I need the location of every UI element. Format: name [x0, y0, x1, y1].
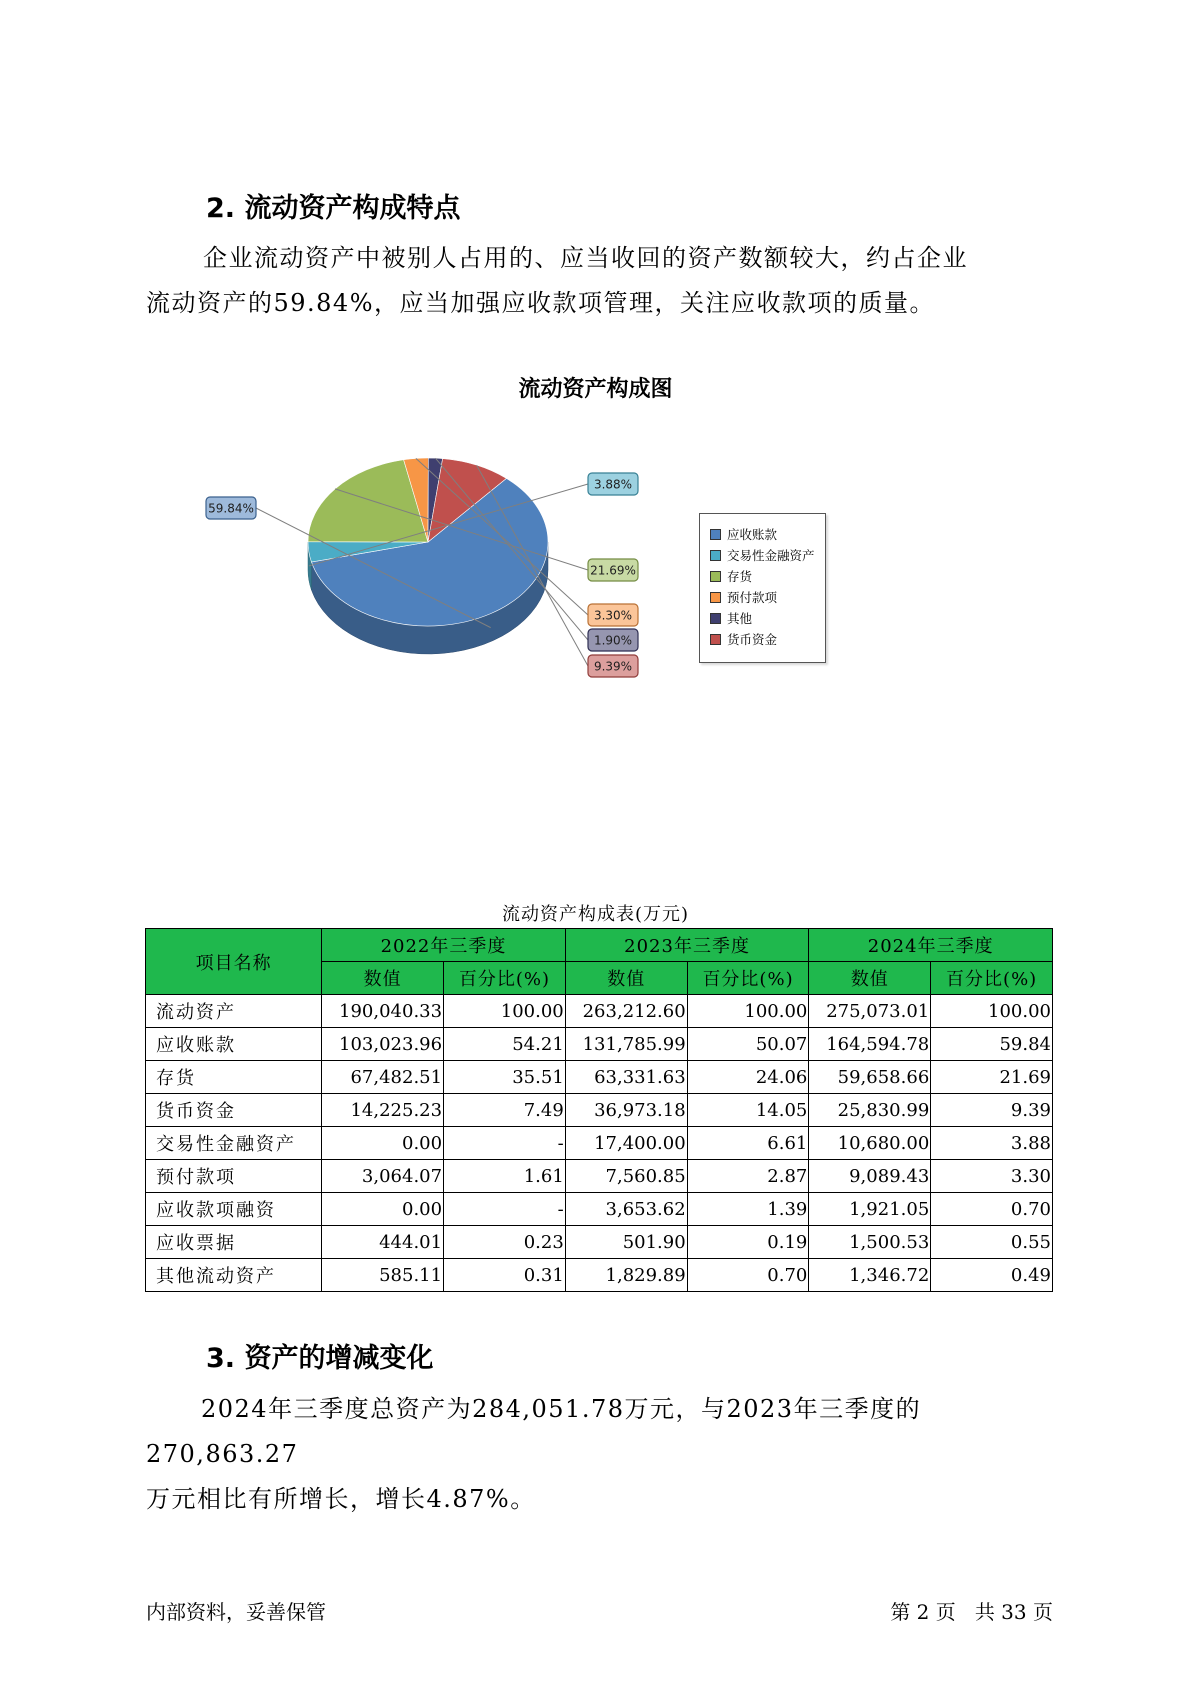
cell-percent: 0.55 — [931, 1226, 1053, 1259]
legend-label: 预付款项 — [727, 590, 778, 605]
header-period-2024: 2024年三季度 — [809, 929, 1053, 962]
section-2-paragraph-line2: 流动资产的59.84%，应当加强应收款项管理，关注应收款项的质量。 — [146, 289, 936, 317]
legend-label: 应收账款 — [727, 527, 778, 542]
cell-value: 3,653.62 — [565, 1193, 687, 1226]
cell-percent: 0.31 — [444, 1259, 566, 1292]
cell-value: 25,830.99 — [809, 1094, 931, 1127]
cell-value: 263,212.60 — [565, 995, 687, 1028]
cell-value: 17,400.00 — [565, 1127, 687, 1160]
cell-value: 585.11 — [322, 1259, 444, 1292]
chart-legend — [699, 513, 826, 663]
legend-label: 存货 — [727, 569, 753, 584]
cell-percent: 7.49 — [444, 1094, 566, 1127]
table-row — [146, 1160, 1053, 1193]
cell-percent: 35.51 — [444, 1061, 566, 1094]
header-value-2024: 数值 — [809, 962, 931, 995]
header-period-2022: 2022年三季度 — [322, 929, 566, 962]
cell-percent: 21.69 — [931, 1061, 1053, 1094]
cell-value: 7,560.85 — [565, 1160, 687, 1193]
table-row — [146, 1259, 1053, 1292]
legend-swatch — [710, 550, 721, 561]
cell-value: 0.00 — [322, 1193, 444, 1226]
legend-label: 其他 — [727, 611, 753, 626]
cell-percent: 2.87 — [687, 1160, 809, 1193]
cell-value: 1,500.53 — [809, 1226, 931, 1259]
row-name: 应收账款 — [146, 1028, 322, 1061]
cell-percent: 6.61 — [687, 1127, 809, 1160]
cell-value: 9,089.43 — [809, 1160, 931, 1193]
pie-data-label: 1.90% — [593, 633, 633, 648]
cell-value: 10,680.00 — [809, 1127, 931, 1160]
cell-value: 3,064.07 — [322, 1160, 444, 1193]
legend-item — [710, 610, 752, 628]
cell-value: 14,225.23 — [322, 1094, 444, 1127]
table-row — [146, 1193, 1053, 1226]
cell-percent: 0.70 — [687, 1259, 809, 1292]
footer-page-number: 第 2 页 共 33 页 — [890, 1600, 1053, 1624]
section-3-paragraph — [146, 1387, 1061, 1522]
cell-value: 501.90 — [565, 1226, 687, 1259]
section-2-paragraph-line1: 企业流动资产中被别人占用的、应当收回的资产数额较大，约占企业 — [203, 244, 968, 272]
cell-percent: 0.49 — [931, 1259, 1053, 1292]
legend-swatch — [710, 592, 721, 603]
table-row — [146, 1127, 1053, 1160]
pie-data-label: 59.84% — [208, 501, 254, 516]
legend-swatch — [710, 529, 721, 540]
cell-percent: 3.88 — [931, 1127, 1053, 1160]
legend-swatch — [710, 634, 721, 645]
header-value-2022: 数值 — [322, 962, 444, 995]
header-value-2023: 数值 — [565, 962, 687, 995]
row-name: 其他流动资产 — [146, 1259, 322, 1292]
cell-value: 67,482.51 — [322, 1061, 444, 1094]
cell-percent: 54.21 — [444, 1028, 566, 1061]
section-2-title: 2. 流动资产构成特点 — [206, 193, 461, 224]
row-name: 应收票据 — [146, 1226, 322, 1259]
header-item-name: 项目名称 — [146, 929, 322, 995]
section-3-paragraph-line1: 2024年三季度总资产为284,051.78万元，与2023年三季度的270,863.27 — [146, 1395, 922, 1468]
cell-percent: 0.70 — [931, 1193, 1053, 1226]
pie-data-label: 9.39% — [593, 659, 633, 674]
legend-label: 交易性金融资产 — [727, 548, 815, 563]
table-row — [146, 1061, 1053, 1094]
cell-value: 0.00 — [322, 1127, 444, 1160]
cell-value: 103,023.96 — [322, 1028, 444, 1061]
cell-value: 63,331.63 — [565, 1061, 687, 1094]
cell-value: 1,921.05 — [809, 1193, 931, 1226]
cell-percent: 100.00 — [687, 995, 809, 1028]
chart-title: 流动资产构成图 — [518, 377, 673, 402]
cell-value: 444.01 — [322, 1226, 444, 1259]
cell-percent: 0.23 — [444, 1226, 566, 1259]
cell-percent: 59.84 — [931, 1028, 1053, 1061]
pie-data-label: 3.30% — [593, 608, 633, 623]
row-name: 应收款项融资 — [146, 1193, 322, 1226]
cell-percent: 50.07 — [687, 1028, 809, 1061]
cell-value: 190,040.33 — [322, 995, 444, 1028]
header-pct-2022: 百分比(%) — [444, 962, 566, 995]
table-caption: 流动资产构成表(万元) — [501, 904, 690, 925]
pie-chart — [0, 400, 1191, 700]
cell-percent: 1.61 — [444, 1160, 566, 1193]
footer-left: 内部资料，妥善保管 — [146, 1600, 326, 1624]
row-name: 存货 — [146, 1061, 322, 1094]
cell-value: 59,658.66 — [809, 1061, 931, 1094]
cell-percent: 0.19 — [687, 1226, 809, 1259]
cell-value: 1,829.89 — [565, 1259, 687, 1292]
header-period-2023: 2023年三季度 — [565, 929, 809, 962]
cell-percent: 9.39 — [931, 1094, 1053, 1127]
cell-percent: 3.30 — [931, 1160, 1053, 1193]
legend-swatch — [710, 571, 721, 582]
legend-swatch — [710, 613, 721, 624]
cell-value: 36,973.18 — [565, 1094, 687, 1127]
pie-data-label: 3.88% — [593, 477, 633, 492]
section-3-title: 3. 资产的增减变化 — [206, 1343, 434, 1374]
row-name: 交易性金融资产 — [146, 1127, 322, 1160]
cell-value: 275,073.01 — [809, 995, 931, 1028]
cell-percent: 1.39 — [687, 1193, 809, 1226]
cell-percent: 100.00 — [444, 995, 566, 1028]
legend-item — [710, 631, 777, 649]
cell-value: 164,594.78 — [809, 1028, 931, 1061]
table-row — [146, 1028, 1053, 1061]
cell-value: 131,785.99 — [565, 1028, 687, 1061]
cell-percent: 14.05 — [687, 1094, 809, 1127]
row-name: 预付款项 — [146, 1160, 322, 1193]
header-pct-2024: 百分比(%) — [931, 962, 1053, 995]
legend-item — [710, 547, 815, 565]
row-name: 流动资产 — [146, 995, 322, 1028]
table-row — [146, 1226, 1053, 1259]
cell-percent: 100.00 — [931, 995, 1053, 1028]
row-name: 货币资金 — [146, 1094, 322, 1127]
current-assets-table — [145, 928, 1053, 1292]
legend-item — [710, 568, 752, 586]
table-row — [146, 1094, 1053, 1127]
table-row — [146, 995, 1053, 1028]
pie-data-label: 21.69% — [590, 563, 636, 578]
cell-percent: - — [444, 1193, 566, 1226]
header-pct-2023: 百分比(%) — [687, 962, 809, 995]
cell-percent: - — [444, 1127, 566, 1160]
section-2-paragraph — [146, 236, 1061, 326]
cell-percent: 24.06 — [687, 1061, 809, 1094]
legend-item — [710, 589, 777, 607]
legend-label: 货币资金 — [727, 632, 778, 647]
cell-value: 1,346.72 — [809, 1259, 931, 1292]
legend-item — [710, 526, 777, 544]
section-3-paragraph-line2: 万元相比有所增长，增长4.87%。 — [146, 1485, 536, 1513]
